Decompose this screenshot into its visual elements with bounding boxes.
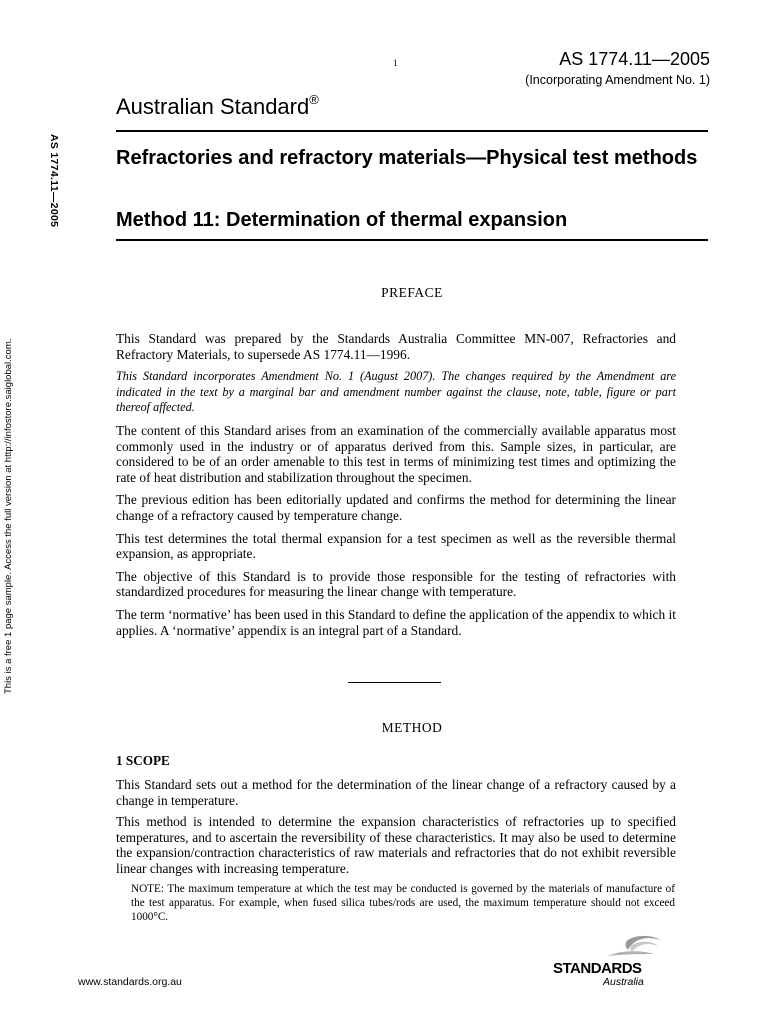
method-heading: METHOD — [381, 720, 443, 735]
scope-heading: 1 SCOPE — [116, 753, 170, 768]
amendment-paragraph: This Standard incorporates Amendment No. 1 (August 2007). The changes required by the Amendment are indicated in the text by a marginal bar and amendment number against the clause, note, table, figure or part thereof affected. — [116, 369, 676, 415]
preface-paragraph: The objective of this Standard is to provide those responsible for the testing of refractories with standardized procedures for measuring the linear change with temperature. — [116, 568, 676, 600]
header-rule-top — [116, 130, 708, 132]
preface-paragraph: The previous edition has been editorially updated and confirms the method for determining the linear change of a refractory caused by temperature change. — [116, 492, 676, 523]
document-title: Refractories and refractory materials—Physical test methods — [116, 147, 698, 169]
brand-text: Australian Standard — [116, 94, 310, 119]
logo-subtext: Australia — [603, 976, 644, 988]
registered-mark: ® — [309, 92, 319, 107]
logo-wordmark: STANDARDS — [553, 960, 642, 977]
preface-heading: PREFACE — [381, 285, 443, 300]
preface-paragraph: The term ‘normative’ has been used in this Standard to define the application of the appendix to which it applies. A ‘normative’ appendix is an integral part of a Standard. — [116, 606, 676, 638]
scope-paragraph: This Standard sets out a method for the determination of the linear change of a refractory caused by a change in temperature. — [116, 777, 676, 808]
preface-body — [116, 331, 676, 645]
spine-standard-code: AS 1774.11—2005 — [48, 134, 60, 228]
scope-body — [116, 777, 676, 883]
section-separator — [348, 682, 441, 683]
method-title: Method 11: Determination of thermal expansion — [116, 209, 568, 231]
preface-paragraph: This Standard was prepared by the Standards Australia Committee MN-007, Refractories and Refractory Materials, to supersede AS 1774.11—1996. — [116, 331, 676, 362]
scope-note: NOTE: The maximum temperature at which the test may be conducted is governed by the materials of manufacture of the test apparatus. For example, when fused silica tubes/rods are used, the maximum temperature should not exceed 1000°C. — [131, 883, 675, 923]
standard-code: AS 1774.11—2005 — [559, 49, 710, 69]
amendment-note: (Incorporating Amendment No. 1) — [525, 73, 710, 87]
footer-url[interactable]: www.standards.org.au — [78, 976, 182, 988]
brand-title — [116, 92, 319, 120]
preface-paragraph: This test determines the total thermal expansion for a test specimen as well as the reversible thermal expansion, as appropriate. — [116, 530, 676, 562]
sample-notice: This is a free 1 page sample. Access the full version at http://infostore.saiglobal.com. — [3, 338, 14, 694]
scope-paragraph: This method is intended to determine the expansion characteristics of refractories up to specified temperatures, and to ascertain the reversibility of these characteristics. It may also be used to determine the expansion/contraction characteristics of raw materials and refractories that do not exhibit reversible linear changes with increasing temperature. — [116, 814, 676, 876]
header-rule-bottom — [116, 239, 708, 241]
page-number: 1 — [393, 58, 398, 68]
preface-paragraph: The content of this Standard arises from an examination of the commercially available apparatus most commonly used in the industry or of apparatus derived from this. Sample sizes, in particular, are considered to be of an order amenable to this test in terms of minimizing test times and optimizing the rate of heat distribution and stabilization throughout the specimen. — [116, 422, 676, 485]
